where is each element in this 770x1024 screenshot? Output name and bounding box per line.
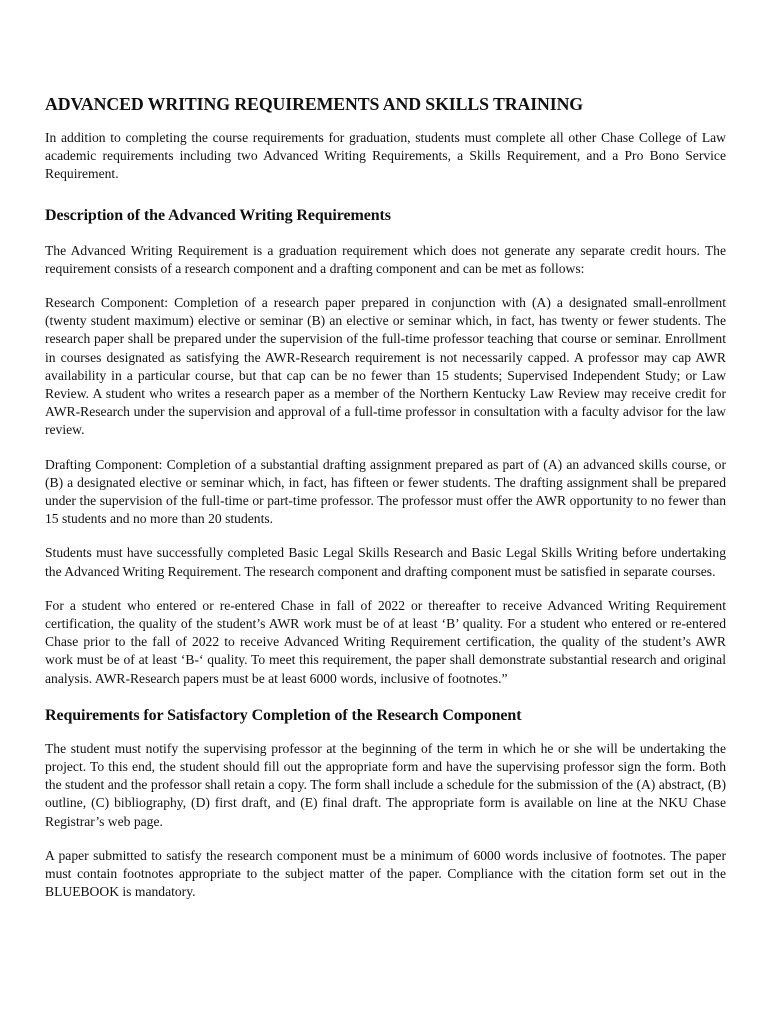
paragraph-research-component: Research Component: Completion of a research paper prepared in conjunction with (A) a designated small-enrollment (twenty student maximum) elective or seminar (B) an elective or seminar which, in fact, has twenty or fewer students. The research paper shall be prepared under the supervision of the full-time professor teaching that course or seminar. Enrollment in courses designated as satisfying the AWR-Research requirement is not necessarily capped. A professor may cap AWR availability in a particular course, but that cap can be no fewer than 15 students; Supervised Independent Study; or Law Review. A student who writes a research paper as a member of the Northern Kentucky Law Review may receive credit for AWR-Research under the supervision and approval of a full-time professor in consultation with a faculty advisor for the law review. [45,295,726,438]
paragraph-quality-standard: For a student who entered or re-entered Chase in fall of 2022 or thereafter to receive Advanced Writing Requirement certification, the quality of the student’s AWR work must be of at least ‘B’ quality. For a student who entered or re-entered Chase prior to the fall of 2022 to receive Advanced Writing Requirement certification, the quality of the student’s AWR work must be of at least ‘B-‘ quality. To meet this requirement, the paper shall demonstrate substantial research and original analysis. AWR-Research papers must be at least 6000 words, inclusive of footnotes.” [45,597,726,686]
page-title: ADVANCED WRITING REQUIREMENTS AND SKILLS TRAINING [45,94,584,114]
paragraph-notify-professor: The student must notify the supervising professor at the beginning of the term in which he or she will be undertaking the project. To this end, the student should fill out the appropriate form and have the supervising professor sign the form. Both the student and the professor shall retain a copy. The form shall include a schedule for the submission of the (A) abstract, (B) outline, (C) bibliography, (D) first draft, and (E) final draft. The appropriate form is available on line at the NKU Chase Registrar’s web page. [45,740,726,829]
paragraph-drafting-component: Drafting Component: Completion of a substantial drafting assignment prepared as part of (A) an advanced skills course, or (B) a designated elective or seminar which, in fact, has fifteen or fewer students. The drafting assignment shall be prepared under the supervision of the full-time or part-time professor. The professor must offer the AWR opportunity to no fewer than 15 students and no more than 20 students. [45,456,726,527]
section-heading-research-requirements: Requirements for Satisfactory Completion of the Research Component [45,706,522,724]
section-heading-description: Description of the Advanced Writing Requirements [45,206,391,224]
intro-paragraph: In addition to completing the course requirements for graduation, students must complete all other Chase College of Law academic requirements including two Advanced Writing Requirements, a Skills Requirement, and a Pro Bono Service Requirement. [45,130,726,182]
paragraph-awr-overview: The Advanced Writing Requirement is a graduation requirement which does not generate any separate credit hours. The requirement consists of a research component and a drafting component and can be met as follows: [45,242,726,276]
document-page [45,93,726,902]
paragraph-prerequisites: Students must have successfully completed Basic Legal Skills Research and Basic Legal Skills Writing before undertaking the Advanced Writing Requirement. The research component and drafting component must be satisfied in separate courses. [45,545,726,579]
paragraph-paper-length: A paper submitted to satisfy the research component must be a minimum of 6000 words inclusive of footnotes. The paper must contain footnotes appropriate to the subject matter of the paper. Compliance with the citation form set out in the BLUEBOOK is mandatory. [45,847,726,900]
